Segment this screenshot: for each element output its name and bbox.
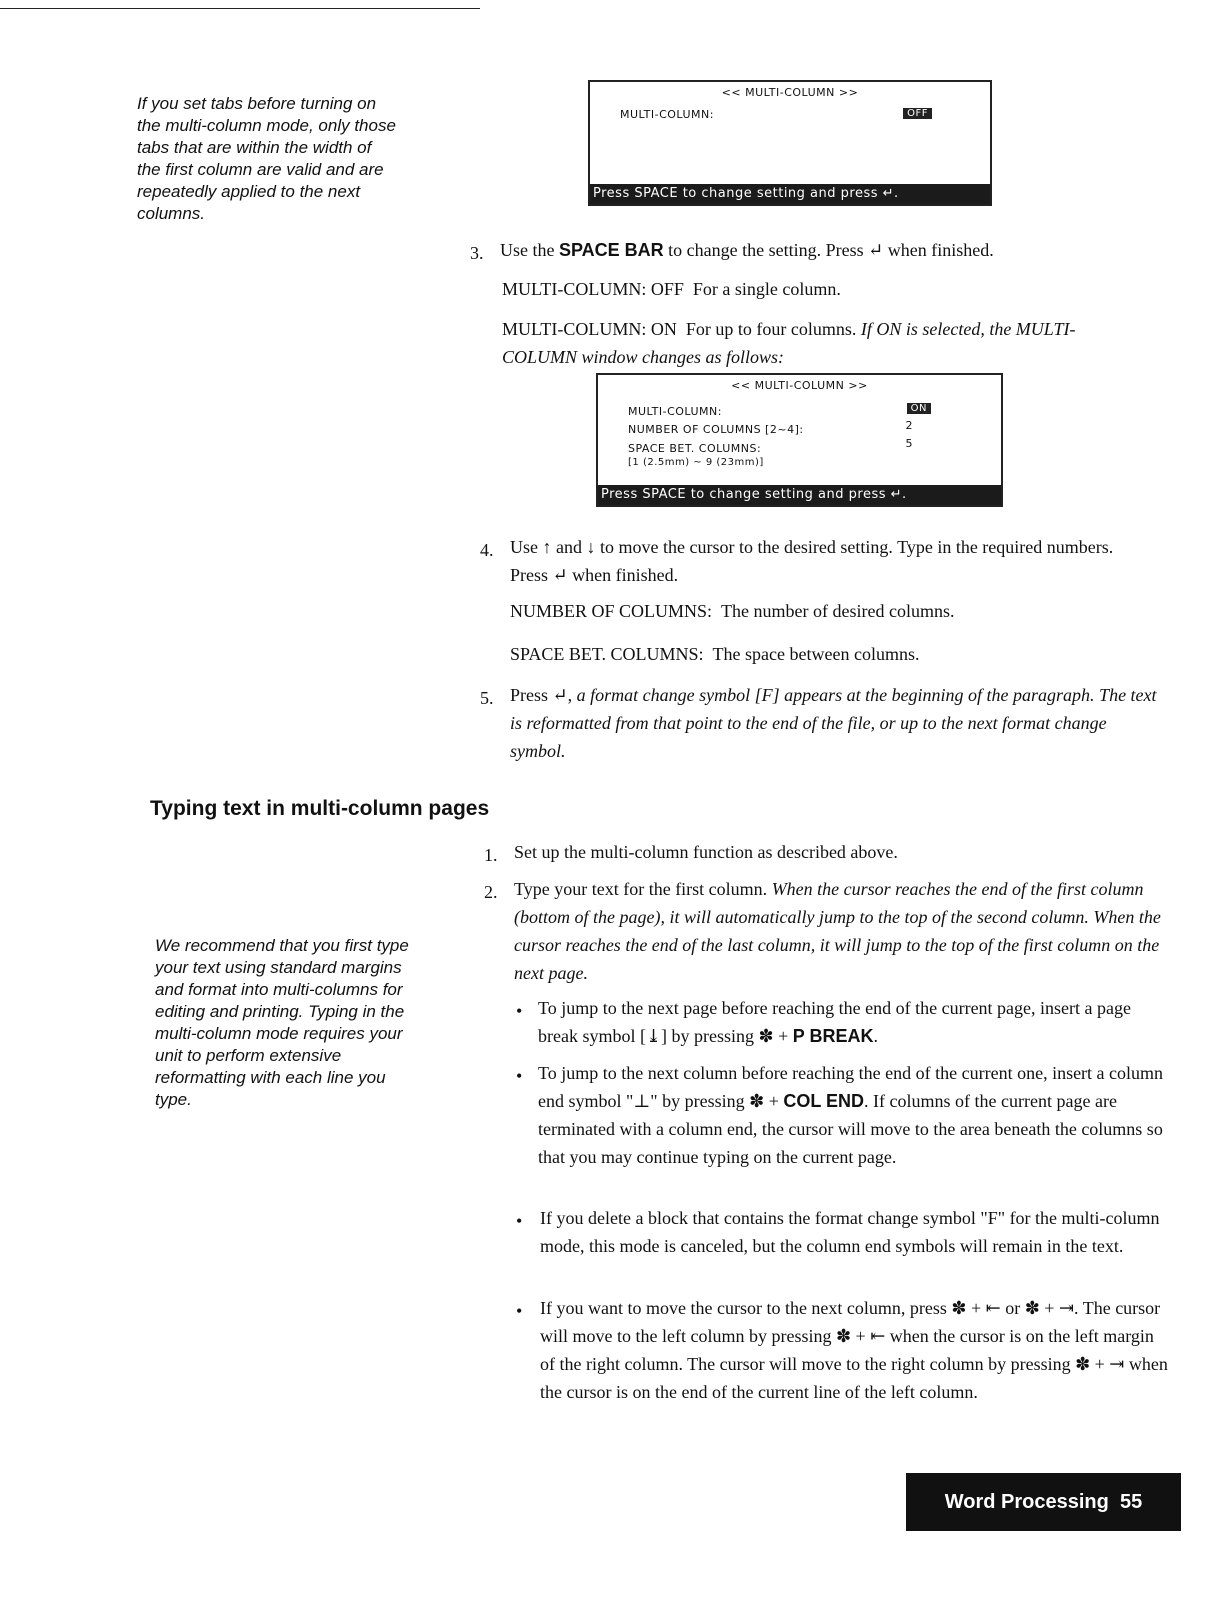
footer-section: Word Processing xyxy=(944,1491,1109,1513)
key-label: P BREAK xyxy=(792,1026,874,1046)
bullet-dot: • xyxy=(516,1066,523,1086)
screen-status-bar: Press SPACE to change setting and press ↵. xyxy=(590,184,990,204)
typing-step2-text xyxy=(514,875,1164,987)
number-of-columns-label: NUMBER OF COLUMNS: xyxy=(510,601,713,621)
step-number: 1. xyxy=(484,845,498,865)
number-of-columns-desc: The number of desired columns. xyxy=(721,601,955,621)
option-on-desc: For up to four columns. xyxy=(685,319,857,339)
lcd-screen-multicolumn-on xyxy=(596,373,1003,507)
space-bar-key: SPACE BAR xyxy=(558,240,664,260)
bullet-text-end: . If columns of the current page are terminated with a column end, the cursor will move to the area beneath the columns so that you may continue typing on the current page. xyxy=(538,1091,1163,1167)
page-number: 55 xyxy=(1120,1491,1143,1513)
screen-row-label: MULTI-COLUMN: xyxy=(628,405,722,418)
space-between-item xyxy=(510,640,919,668)
bullet-text: To jump to the next page before reaching the end of the current page, insert a page break symbol [⤓] by pressing ✽ + xyxy=(538,998,1131,1046)
screen-label: MULTI-COLUMN: xyxy=(620,108,714,121)
step3-pre: Use the xyxy=(500,240,559,260)
bullet-text: To jump to the next column before reaching the end of the current one, insert a column end symbol "⊥" by pressing ✽ + xyxy=(538,1063,1164,1111)
top-rule xyxy=(0,8,480,9)
lcd-screen-multicolumn-off xyxy=(588,80,992,206)
step3-text xyxy=(500,236,1140,264)
bullet-item xyxy=(538,994,1158,1050)
bullet-dot: • xyxy=(516,1211,523,1231)
option-on xyxy=(502,315,1122,371)
typing-step2-pre: Type your text for the first column. xyxy=(514,879,772,899)
bullet-text: If you want to move the cursor to the next column, press ✽ + ⇤ or ✽ + ⇥. The cursor will move to the left column by pressing ✽ + ⇤ when the cursor is on the left margin of the right column. The cursor will move to the right column by pressing ✽ + ⇥ when the cursor is on the end of the current line of the left column. xyxy=(540,1298,1168,1402)
space-between-desc: The space between columns. xyxy=(712,644,920,664)
screen-title: << MULTI-COLUMN >> xyxy=(731,379,868,392)
step3-post: to change the setting. Press ↵ when finished. xyxy=(663,240,994,260)
option-off-desc: For a single column. xyxy=(692,279,841,299)
sidebar-note-tabs: If you set tabs before turning on the multi-column mode, only those tabs that are within the width of the first column are valid and are repeatedly applied to the next columns. xyxy=(137,94,396,223)
screen-status-bar: Press SPACE to change setting and press ↵. xyxy=(598,485,1001,505)
bullet-dot: • xyxy=(516,1001,523,1021)
bullet-item xyxy=(540,1294,1170,1406)
step-number: 4. xyxy=(480,540,494,560)
option-off-label: MULTI-COLUMN: OFF xyxy=(502,279,684,299)
key-label: COL END xyxy=(783,1091,865,1111)
step-number: 2. xyxy=(484,882,498,902)
step5-text xyxy=(510,681,1160,765)
number-of-columns-item xyxy=(510,597,954,625)
screen-row-range: [1 (2.5mm) ~ 9 (23mm)] xyxy=(628,457,764,468)
typing-step1-text: Set up the multi-column function as described above. xyxy=(514,842,898,862)
sidebar-note-recommend: We recommend that you first type your text using standard margins and format into multi-columns for editing and printing. Typing in the multi-column mode requires your unit to perform extensive reformatting with each line you type. xyxy=(155,936,409,1109)
screen-row-value: 5 xyxy=(905,437,913,450)
bullet-item xyxy=(540,1204,1165,1260)
page-footer xyxy=(906,1473,1181,1531)
bullet-text-end: . xyxy=(873,1026,878,1046)
typing-step2-italic: When the cursor reaches the end of the first column (bottom of the page), it will automatically jump to the top of the second column. When the cursor reaches the end of the last column, it will jump to the top of the first column on the next page. xyxy=(514,879,1161,983)
screen-row-label: NUMBER OF COLUMNS [2~4]: xyxy=(628,423,804,436)
step5-italic: a format change symbol [F] appears at the beginning of the paragraph. The text is reformatted from that point to the end of the file, or up to the next format change symbol. xyxy=(510,685,1157,761)
step-number: 5. xyxy=(480,688,494,708)
step-number: 3. xyxy=(470,243,484,263)
screen-title: << MULTI-COLUMN >> xyxy=(721,86,859,99)
space-between-label: SPACE BET. COLUMNS: xyxy=(510,644,704,664)
step4-text: Use ↑ and ↓ to move the cursor to the desired setting. Type in the required numbers. Press ↵ when finished. xyxy=(510,537,1114,585)
option-on-label: MULTI-COLUMN: ON xyxy=(502,319,677,339)
screen-row-label: SPACE BET. COLUMNS: xyxy=(628,442,762,455)
bullet-dot: • xyxy=(516,1301,523,1321)
bullet-text: If you delete a block that contains the format change symbol "F" for the multi-column mode, this mode is canceled, but the column end symbols will remain in the text. xyxy=(540,1208,1160,1256)
option-on-note: If ON is selected, the MULTI-COLUMN window changes as follows: xyxy=(502,319,1076,367)
screen-value: OFF xyxy=(903,108,932,119)
bullet-item xyxy=(538,1059,1168,1171)
step5-pre: Press ↵, xyxy=(510,685,577,705)
screen-row-value: 2 xyxy=(905,419,913,432)
option-off xyxy=(502,275,841,303)
section-heading: Typing text in multi-column pages xyxy=(150,797,490,820)
screen-row-value: ON xyxy=(907,403,931,414)
